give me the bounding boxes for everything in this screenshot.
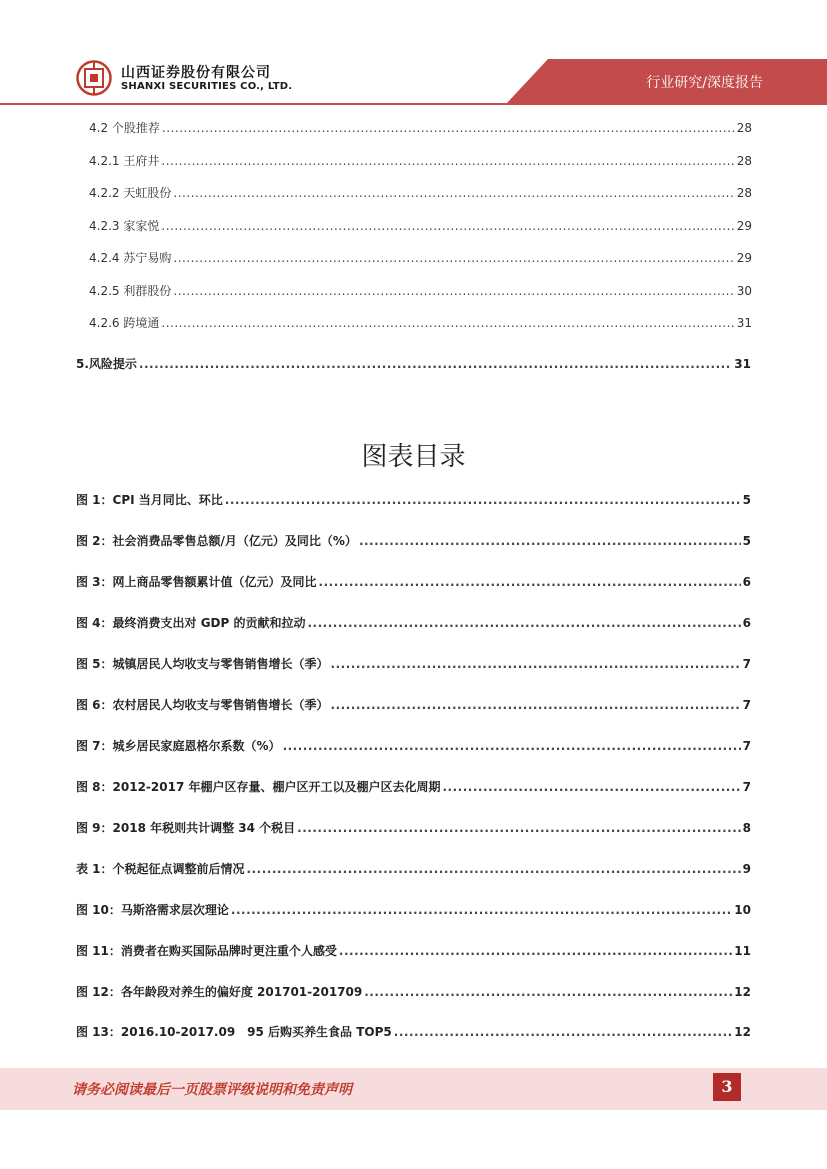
toc-entry[interactable]: [89, 152, 752, 169]
toc-leader-dots: [319, 575, 741, 589]
toc-entry-page: 28: [736, 121, 752, 135]
toc-leader-dots: [247, 862, 741, 876]
figure-entry-page: 6: [742, 575, 751, 589]
figure-entry-title: 图 5：城镇居民人均收支与零售销售增长（季）: [76, 657, 329, 671]
toc-leader-dots: [359, 534, 741, 548]
toc-entry[interactable]: [89, 184, 752, 201]
toc-leader-dots: [162, 121, 735, 135]
figure-entry-page: 10: [734, 903, 751, 917]
figure-entry[interactable]: [76, 819, 751, 836]
toc-entry-number: 4.2.1: [89, 154, 120, 168]
toc-entry-page: 31: [736, 316, 752, 330]
toc-leader-dots: [161, 219, 734, 233]
toc-leader-dots: [161, 154, 734, 168]
toc-entry-title: 苏宁易购: [123, 251, 172, 265]
toc-entry-page: 29: [736, 219, 752, 233]
toc-entry-number: 4.2.6: [89, 316, 120, 330]
toc-entry-title: 家家悦: [123, 219, 160, 233]
figure-entry-page: 8: [742, 821, 751, 835]
toc-entry-title: 利群股份: [123, 284, 172, 298]
toc-entry[interactable]: [89, 282, 752, 299]
figure-entry-title: 图 7：城乡居民家庭恩格尔系数（%）: [76, 739, 281, 753]
toc-leader-dots: [231, 903, 732, 917]
toc-leader-dots: [394, 1025, 733, 1039]
figure-entry-title: 表 1：个税起征点调整前后情况: [76, 862, 245, 876]
company-name-en: SHANXI SECURITIES CO., LTD.: [121, 81, 293, 92]
toc-entry-number: 4.2: [89, 121, 109, 135]
toc-leader-dots: [364, 985, 732, 999]
figure-entry-title: 图 2：社会消费品零售总额/月（亿元）及同比（%）: [76, 534, 357, 548]
figure-entry[interactable]: [76, 737, 751, 754]
toc-entry-number: 4.2.5: [89, 284, 120, 298]
figure-entry-page: 7: [742, 739, 751, 753]
figure-entry-page: 7: [742, 698, 751, 712]
figure-entry-title: 图 6：农村居民人均收支与零售销售增长（季）: [76, 698, 329, 712]
figure-entry[interactable]: [76, 1023, 751, 1040]
figure-entry[interactable]: [76, 573, 751, 590]
toc-entry[interactable]: [89, 314, 752, 331]
figure-entry-title: 图 3：网上商品零售额累计值（亿元）及同比: [76, 575, 317, 589]
toc-leader-dots: [161, 316, 734, 330]
toc-leader-dots: [308, 616, 741, 630]
figure-entry-page: 6: [742, 616, 751, 630]
toc-entry-number: 4.2.4: [89, 251, 120, 265]
figure-entry[interactable]: [76, 532, 751, 549]
toc-leader-dots: [173, 251, 734, 265]
figure-entry[interactable]: [76, 655, 751, 672]
page-number: 3: [713, 1073, 741, 1101]
header-divider: [0, 103, 827, 105]
toc-leader-dots: [331, 698, 741, 712]
toc-entry[interactable]: [89, 119, 752, 136]
toc-entry-page: 28: [736, 154, 752, 168]
toc-leader-dots: [225, 493, 741, 507]
figure-entry-title: 图 11：消费者在购买国际品牌时更注重个人感受: [76, 944, 337, 958]
shanxi-securities-logo-icon: [76, 60, 112, 96]
toc-entry-page: 30: [736, 284, 752, 298]
table-entry[interactable]: [76, 860, 751, 877]
company-name-cn: 山西证券股份有限公司: [121, 65, 271, 81]
figure-entry[interactable]: [76, 778, 751, 795]
toc-entry[interactable]: [89, 249, 752, 266]
toc-leader-dots: [297, 821, 740, 835]
toc-entry[interactable]: [89, 217, 752, 234]
figure-entry[interactable]: [76, 942, 751, 959]
toc-entry-risk[interactable]: [76, 355, 751, 372]
toc-leader-dots: [173, 284, 734, 298]
toc-entry-number: 4.2.3: [89, 219, 120, 233]
toc-entry-page: 28: [736, 186, 752, 200]
figure-entry-title: 图 12：各年龄段对养生的偏好度 201701-201709: [76, 985, 363, 999]
toc-entry-page: 31: [734, 357, 751, 371]
figure-entry-page: 7: [742, 780, 751, 794]
figure-entry-page: 12: [734, 1025, 751, 1039]
figure-entry-page: 5: [742, 534, 751, 548]
toc-entry-title: 王府井: [123, 154, 160, 168]
figure-entry[interactable]: [76, 901, 751, 918]
toc-leader-dots: [443, 780, 741, 794]
figure-entry-title: 图 10：马斯洛需求层次理论: [76, 903, 229, 917]
toc-entry-title: 5.风险提示: [76, 357, 137, 371]
toc-entry-title: 个股推荐: [111, 121, 160, 135]
toc-leader-dots: [283, 739, 741, 753]
figure-entry-title: 图 13：2016.10-2017.09 95 后购买养生食品 TOP5: [76, 1025, 392, 1039]
figure-entry-page: 9: [742, 862, 751, 876]
report-type-label: 行业研究/深度报告: [646, 75, 763, 91]
figure-entry[interactable]: [76, 696, 751, 713]
figure-entry-page: 7: [742, 657, 751, 671]
figure-entry-title: 图 1：CPI 当月同比、环比: [76, 493, 223, 507]
footer-disclaimer: 请务必阅读最后一页股票评级说明和免责声明: [72, 1082, 352, 1098]
toc-leader-dots: [331, 657, 741, 671]
figure-entry-title: 图 8：2012-2017 年棚户区存量、棚户区开工以及棚户区去化周期: [76, 780, 441, 794]
toc-entry-title: 天虹股份: [123, 186, 172, 200]
figure-entry-title: 图 9：2018 年税则共计调整 34 个税目: [76, 821, 296, 835]
figure-entry-page: 5: [742, 493, 751, 507]
figure-entry-page: 12: [734, 985, 751, 999]
toc-entry-number: 4.2.2: [89, 186, 120, 200]
figure-entry[interactable]: [76, 491, 751, 508]
figure-entry[interactable]: [76, 983, 751, 1000]
figure-list-title: 图表目录: [361, 442, 466, 472]
toc-entry-title: 跨境通: [123, 316, 160, 330]
figure-entry-page: 11: [734, 944, 751, 958]
figure-entry-title: 图 4：最终消费支出对 GDP 的贡献和拉动: [76, 616, 306, 630]
toc-leader-dots: [173, 186, 734, 200]
figure-entry[interactable]: [76, 614, 751, 631]
toc-leader-dots: [139, 357, 732, 371]
toc-entry-page: 29: [736, 251, 752, 265]
toc-leader-dots: [339, 944, 732, 958]
